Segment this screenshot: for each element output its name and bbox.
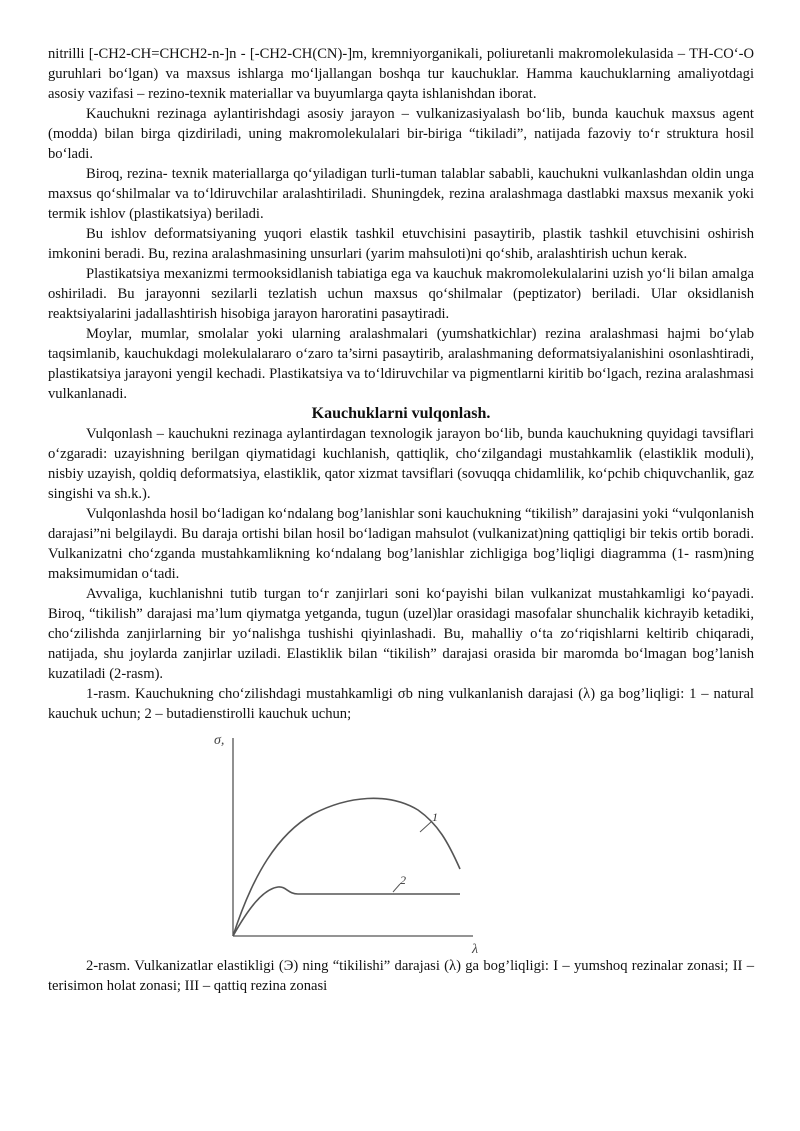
curve-1 [233, 798, 460, 936]
paragraph: nitrilli [-CH2-CH=CHCH2-n-]n - [-CH2-CH(CN)-]m, kremniyorganikali, poliuretanli makromolekulasida – TH-CO‘-O guruhlari bo‘lgan) va maxsus ishlarga mo‘ljallangan boshqa tur kauchuklar. Hamma kauchuklarning amaliyotdagi asosiy vazifasi – rezino-texnik materiallar va buyumlarga qayta ishlanishdan iborat. [48, 46, 754, 102]
curve-2-label: 2 [400, 873, 406, 887]
text-block-bottom [48, 424, 754, 724]
y-axis-label: σ, [214, 733, 225, 748]
curve-2-leader [393, 884, 400, 892]
curve-1-leader [420, 822, 431, 832]
paragraph: Bu ishlov deformatsiyaning yuqori elastik tashkil etuvchisini pasaytirib, plastik tashkil etuvchisini oshirish imkonini beradi. Bu, rezina aralashmasining unsurlari (yarim mahsuloti)ni qo‘shib, aralashtirish uchun kerak. [48, 226, 754, 262]
section-heading: Kauchuklarni vulqonlash. [311, 405, 491, 422]
figure-1 [48, 724, 754, 956]
figure-2-caption: 2-rasm. Vulkanizatlar elastikligi (Э) ning “tikilishi” darajasi (λ) ga bog’liqligi: I – yumshoq rezinalar zonasi; II – terisimon holat zonasi; III – qattiq rezina zonasi [48, 958, 754, 994]
document-page [48, 44, 754, 996]
x-axis-label: λ [472, 942, 479, 956]
paragraph: Moylar, mumlar, smolalar yoki ularning aralashmalari (yumshatkichlar) rezina aralashmasi hajmi bo‘ylab taqsimlanib, kauchukdagi molekulalararo o‘zaro ta’sirni pasaytirib, aralashmaning deformatsiyalanishini osonlashtiradi, plastikatsiya jarayoni yengil kechadi. Plastikatsiya va to‘ldiruvchilar va pigmentlarni kiritib bo‘lgach, rezina aralashmasi vulkanlanadi. [48, 326, 754, 402]
paragraph: Vulqonlashda hosil bo‘ladigan ko‘ndalang bog’lanishlar soni kauchukning “tikilish” darajasini yoki “vulqonlanish darajasi”ni belgilaydi. Bu daraja ortishi bilan hosil bo‘ladigan mahsulot (vulkanizat)ning qattiqligi bir tekis ortib boradi. Vulkanizatni cho‘zganda mustahkamlikning ko‘ndalang bog’lanishlar zichligiga bog’liqligi diagramma (1- rasm)ning maksimumidan o‘tadi. [48, 506, 754, 582]
figure-1-plot [48, 724, 754, 956]
paragraph: Biroq, rezina- texnik materiallarga qo‘yiladigan turli-tuman talablar sababli, kauchukni vulkanlashdan oldin unga maxsus qo‘shilmalar va to‘ldiruvchilar aralashtiriladi. Shuningdek, rezina aralashmaga dastlabki maxsus mexanik yoki termik ishlov (plastikatsiya) beriladi. [48, 166, 754, 222]
paragraph: Plastikatsiya mexanizmi termooksidlanish tabiatiga ega va kauchuk makromolekulalarini uzish yo‘li bilan amalga oshiriladi. Bu jarayonni sezilarli tezlatish uchun maxsus qo‘shilmalar (peptizator) beriladi. Ular oksidlanish reaktsiyalarini jadallashtirish hisobiga jarayon haroratini pasaytiradi. [48, 266, 754, 322]
curve-1-label: 1 [432, 810, 438, 824]
text-block-top [48, 44, 754, 404]
paragraph: Vulqonlash – kauchukni rezinaga aylantirdagan texnologik jarayon bo‘lib, bunda kauchukning quyidagi tavsiflari o‘zgaradi: uzayishning berilgan qiymatidagi kuchlanish, qattiqlik, cho‘zilgandagi mustahkamlik (elastiklik moduli), nisbiy uzayish, qoldiq deformatsiya, elastiklik, qator xizmat tavsiflari (sovuqqa chidamlilik, ko‘pchib chiquvchanlik, gaz singishi va sh.k.). [48, 426, 754, 502]
paragraph: Avvaliga, kuchlanishni tutib turgan to‘r zanjirlari soni ko‘payishi bilan vulkanizat mustahkamligi ko‘payadi. Biroq, “tikilish” darajasi ma’lum qiymatga yetganda, tugun (uzel)lar orasidagi masofalar shunchalik kichrayib ketadiki, cho‘zilishda zanjirlarning bir yo‘nalishga tushishi qiyinlashadi. Bu, mahalliy o‘ta zo‘riqishlarni keltirib chiqaradi, natijada, shu joylarda zanjirlar uziladi. Elastiklik bilan “tikilish” darajasi orasida bir maromda bo‘lmagan bog’lanish kuzatiladi (2-rasm). [48, 586, 754, 682]
curve-2 [233, 887, 460, 936]
paragraph: Kauchukni rezinaga aylantirishdagi asosiy jarayon – vulkanizasiyalash bo‘lib, bunda kauchuk maxsus agent (modda) bilan birga qizdiriladi, uning makromolekulalari bir-biriga “tikiladi”, natijada fazoviy to‘r struktura hosil bo‘ladi. [48, 106, 754, 162]
paragraph: 1-rasm. Kauchukning cho‘zilishdagi mustahkamligi σb ning vulkanlanish darajasi (λ) ga bog’liqligi: 1 – natural kauchuk uchun; 2 – butadienstirolli kauchuk uchun; [48, 686, 754, 722]
